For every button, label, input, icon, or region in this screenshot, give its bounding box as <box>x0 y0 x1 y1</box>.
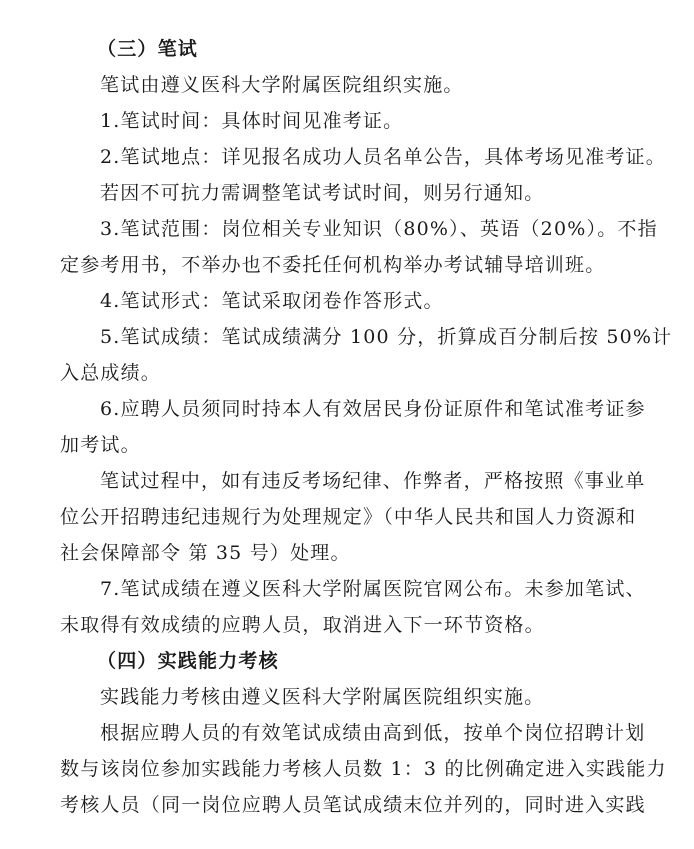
paragraph-line: 定参考用书，不举办也不委托任何机构举办考试辅导培训班。 <box>60 254 606 276</box>
paragraph-line: 加考试。 <box>60 434 141 456</box>
section-heading-written-exam: （三）笔试 <box>97 38 199 60</box>
paragraph-line: 5.笔试成绩：笔试成绩满分 100 分，折算成百分制后按 50%计 <box>100 326 673 348</box>
paragraph-line: 笔试由遵义医科大学附属医院组织实施。 <box>100 74 464 96</box>
paragraph-line: 根据应聘人员的有效笔试成绩由高到低，按单个岗位招聘计划 <box>100 722 646 744</box>
paragraph-line: 2.笔试地点：详见报名成功人员名单公告，具体考场见准考证。 <box>100 146 666 168</box>
paragraph-line: 1.笔试时间：具体时间见准考证。 <box>100 110 404 132</box>
paragraph-line: 未取得有效成绩的应聘人员，取消进入下一环节资格。 <box>60 614 545 636</box>
paragraph-line: 数与该岗位参加实践能力考核人员数 1：3 的比例确定进入实践能力 <box>60 758 667 780</box>
paragraph-line: 考核人员（同一岗位应聘人员笔试成绩末位并列的，同时进入实践 <box>60 794 646 816</box>
paragraph-line: 实践能力考核由遵义医科大学附属医院组织实施。 <box>100 686 545 708</box>
paragraph-line: 6.应聘人员须同时持本人有效居民身份证原件和笔试准考证参 <box>100 398 646 420</box>
paragraph-line: 4.笔试形式：笔试采取闭卷作答形式。 <box>100 290 444 312</box>
paragraph-line: 7.笔试成绩在遵义医科大学附属医院官网公布。未参加笔试、 <box>100 578 646 600</box>
section-heading-practical-assessment: （四）实践能力考核 <box>97 650 279 672</box>
paragraph-line: 位公开招聘违纪违规行为处理规定》（中华人民共和国人力资源和 <box>60 506 637 528</box>
paragraph-line: 笔试过程中，如有违反考场纪律、作弊者，严格按照《事业单 <box>100 470 646 492</box>
paragraph-line: 社会保障部令 第 35 号）处理。 <box>60 542 351 564</box>
paragraph-line: 3.笔试范围：岗位相关专业知识（80%）、英语（20%）。不指 <box>100 218 658 240</box>
paragraph-line: 入总成绩。 <box>60 362 162 384</box>
paragraph-line: 若因不可抗力需调整笔试考试时间，则另行通知。 <box>100 182 545 204</box>
